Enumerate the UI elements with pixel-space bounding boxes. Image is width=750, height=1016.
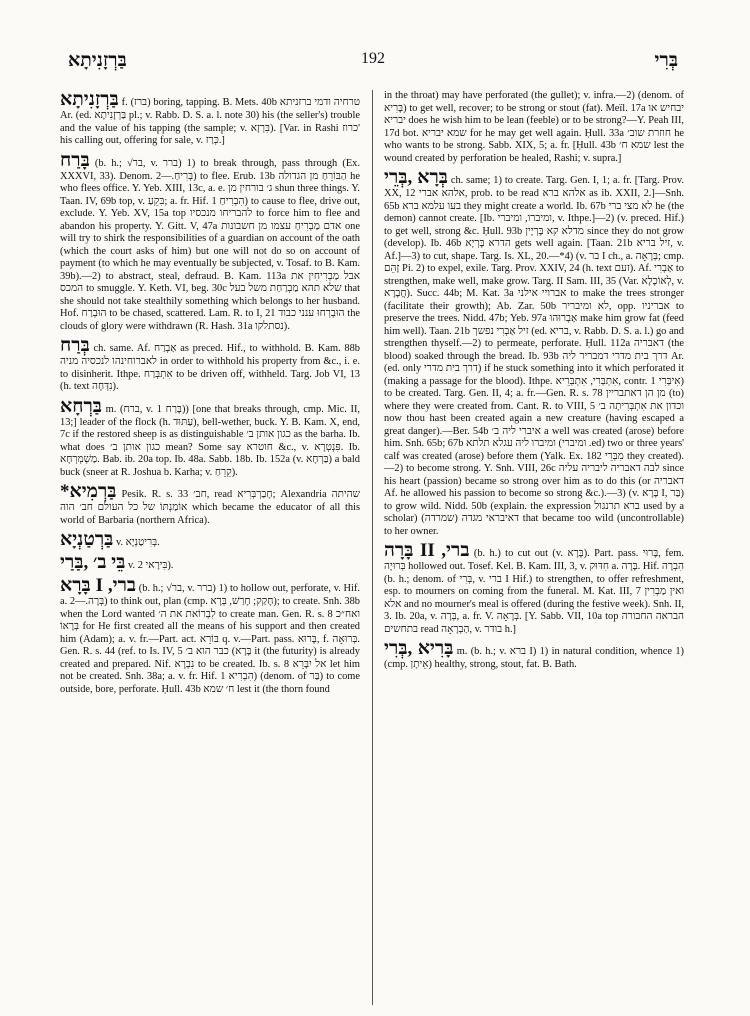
entry (384, 541, 684, 636)
entry-text: (b. h.; √בר, v. ברר) 1) to break through, pass through (Ex. XXXVI, 33). Denom. בְּרִיחַ.—2) to flee. Erub. 13b הַבּוֹרֵחַ מן הגדולה he who flees office. Y. Yeb. XIII, 13c, a. e. ג׳ בורחין מן shun three things. Y. Taan. IV, 69b top, v. בִּקֵעַ; a. fr. Hif. הִבְרִיחַ 1) to cause to flee, drive out, exclude. Y. Yeb. XV, 15a top להבריחו מנכסיו to force him to flee and abandon his property. Y. Gitt. V, 47a אדם מַבְרִיחַ עצמו מן חשבונות one will try to shirk the responsibilities of a guardian on account of the oath (which the court asks of him) but one will not do so on account of payment (to which he may eventually be subjected, v. Tosaf. to B. Kam. 39b).—2) to abstract, steal, defraud. B. Kam. 113a אבל מַבְרִיחִין את המכס to smuggle. Y. Keth. VI, beg. 30c שלא תהא מַבְרַחַת משל בעל that she should not take stealthily something which belongs to her husband. Hof. הוּבְרַח to be chased, scattered. Lam. R. to I, 21 הוּבְרְחוּ ענני כבוד the clouds of glory were withdrawn (R. Hash. 31a נסתלקו). (60, 157, 360, 332)
left-column (60, 90, 360, 699)
headword: בַּרְחָא (60, 395, 102, 417)
page-number: 192 (361, 50, 385, 67)
headword: בְּרָא ,בְּרֵי (384, 167, 448, 188)
headword: בָּרַח (60, 149, 90, 171)
entry (384, 639, 684, 672)
headword: בָּרָה II ,ברי (384, 540, 470, 561)
entry (60, 397, 360, 480)
headword: בַּרְזָנִיתָא (60, 89, 119, 110)
headword: בָּרִיא ,בְּרִי (384, 638, 454, 659)
continued-text: in the throat) may have perforated (the gullet); v. infra.—2) (denom. of בָּרִיא) to get well, recover; to be strong or stout (fat). Meïl. 17a יבחיש או יבריא does he wish him to be lean (feeble) or to be strong?—Y. Peah III, 17d bot. שמא יבריא for he may get well again. Ḥull. 33a חוזרת שוב׳ he who wants to be strong. Sabb. XIX, 5; a. fr. [Ḥull. 43b שמא ח׳ lest the wound created by perforation be healed, Rashi; v. supra.] (384, 90, 685, 164)
entry (60, 482, 360, 527)
entry-text: v. בְּרִיטַנְיָא. (115, 537, 160, 548)
headword: בַּרְטַנְיָא (60, 529, 114, 550)
column-divider (372, 90, 373, 1005)
header-left-title: בַּרְזָנִיתָא (68, 50, 127, 71)
entry-text: ch. same; 1) to create. Targ. Gen. I, 1; a. fr. [Targ. Prov. XX, 12 אלהא אברי, prob. to be read אלהא ברא as ib. XXII, 2.]—Snh. 65b בעו עלמא ברא they might create a world. Ib. 67b לא מצי ברי he (the demon) cannot create. [Ib. ומיברו, ומיברי, v. Ithpe.]—2) (v. preced. Hif.) to get well, strong &c. Ḥull. 93b מדלא קא בָּרְיָין since they do not grow (develop). Ib. 46b הדרא בָּרְיָא gets well again. [Taan. 21b זיל בריא, v. Af.]—3) to cut, shape. Targ. Is. XL, 20.—*4) (v. בר I ch., a. בְּרָאָה; cmp. זָהֵם Pi. 2) to expel, exile. Targ. Prov. XXIV, 24 (h. text זעם). Af. אַבְרִי to strengthen, make well, make grow. Targ. II Sam. III, 35 (Var. לְאוֹכָלָא, v. חֲבָרָא). Succ. 44b; M. Kat. 3a אברויי אילני to make the trees stronger (facilitate their growth); Ab. Zar. 50b לא ומיבריר, opp. אבריניו to preserve the trees. Nidd. 47b; Yeb. 97a אַבְרוּהוּ make him grow fat (feed him well). Taan. 21b זיל אַבְרִי נפשך (ed. בריא, v. Rabb. D. S. a. l.) go and strengthen thyself.—2) to permeate, perforate. Ḥull. 112a דאבריה (the blood) soaked through the bread. Ib. 93b דרך בית מדרי דמבריר ליה Ar. (ed. only דרך בית מדרי) if he stuck something into it which perforated it (making a passage for the blood). Ithpe. אִתְבְּרִי, אִתְבְּרֵיא, contr. אִיבְּרִי 1) to be created. Targ. Gen. II, 4; a. fr.—Gen. R. s. 78 מן הן דאתבריין (to) where they were created from. Cant. R. to VIII, 5 וכדון את אִתְבְּרִיתָה ב׳ now thou hast been created again a new creature (having escaped a great danger).—Ber. 54b איברי ליה ב׳ a well was created (arose) before him. Snh. 65b; 67b ומיברו ליה עגלא תלתא (ומיברי .ed) two or three years' calf was created (arose) before them (Yalk. Ex. 182 מִבְּרֵי they created).—2) to become strong. Y. Snh. VIII, 26c לבה דאבריה ליבריה עליה since his heart (passion) became so strong over him as to do this (or דאבריה Af. he allowed his passion to become so strong &c.).—3) (v. בָּרָא I, בַּר) to grow wild. Nidd. 50b (explain. the expression ברא תרנגול used by a scholar) דאיבראי מגדה (שמרדה) that became too wild (uncontrollable) to her owner. (384, 175, 685, 537)
entry (384, 168, 684, 538)
entry (60, 576, 360, 696)
entry-text: Pesik. R. s. 33 חב׳, read חָבַרְבְּרִיא; Alexandria שהיתה אוֹמַנְתּוֹ של כל העולם חב׳ הוה which became the educator of all this world of Barbaria (northern Africa). (60, 489, 360, 526)
running-header (68, 48, 678, 72)
entry (60, 90, 360, 148)
headword: בֵּי ב׳ ,בַּרַי (60, 552, 126, 573)
entry (60, 336, 360, 394)
entry (60, 530, 360, 550)
entry-text: m. (b. h.; v. ברא I) 1) in natural condition, whence 1) (cmp. אֵיתָן) healthy, strong, stout, fat. B. Bath. (384, 646, 684, 670)
headword: *בַּרְמִיא (60, 481, 117, 502)
entry-text: (b. h.; √בר, v. ברר) 1) to hollow out, perforate, v. Hif. a. בְּרָה.—2) to think out, plan (cmp. חָקַק; חָרַשׁ, בְּרָא); to create. Snh. 38b when the Lord wanted לִבְרוֹאת את ה׳ to create man. Gen. R. s. 8 ואח״כ בְּרָאוֹ for He first created all the means of his support and then created him (Adam); a. v. fr.—Part. act. בּוֹרֵא q. v.—Part. pass. בָּרוּא, f. בְּרוּאָה. Gen. R. s. 44 (ref. to Is. IV, 5 כבר הוא ב׳ (בָּרָא it (the futurity) is already created and prepared. Nif. נִבְרָא to be created. Ib. s. 8 אל יִבָּרֵא let him not be created. Snh. 38a; a. v. fr. Hif. הִבְרִיא 1) (denom. of בַּר) to come outside, bore, perforate. Ḥull. 43b ח׳ שמא lest it (the thorn found (60, 583, 360, 695)
right-column (384, 90, 684, 675)
header-right-title: בְּרִי (654, 50, 678, 71)
entry-text: v. בִּירָאי 2). (128, 560, 174, 571)
entry-text: m. (ברח, v. בָּרַח 1)) [one that breaks through, cmp. Mic. II, 13;] leader of the flock (h. עַתּוּד), bell-wether, buck. Y. B. Kam. X, end, 7c if the restored sheep is as distinguishable כגון אותן ב׳ as the barha. Ib. what does כגון אותן ב׳ mean? Some say חוטרא &c., v. פִּנְטְרָא. Ib. מַשְׁמְרְחָא. Bab. ib. 20a top. Ib. 48a. Sabb. 18b. Ib. 152a (v. בַּרְחָא) a bald buck (sneer at R. Joshua b. Karha; v. קֵרֵחַ). (60, 403, 361, 478)
entry (60, 151, 360, 334)
entry-text: f. (ברז) boring, tapping. B. Mets. 40b טרחיה ודמי ברזניתא Ar. (ed. בַּרְזָנִיתָא pl.; v. Rabb. D. S. a. l. note 30) his (the seller's) trouble and the value of his tapping (the sample; v. בִּרְזָא). [Var. in Rashi כרוז' his calling out, offering for sale, v. כְּרַז.] (60, 97, 360, 146)
entry-text: ch. same. Af. אַבְרַח as preced. Hif., to withhold. B. Kam. 88b לאברוחינהו לנכסיה מניה in order to withhold his property from &c., i. e. to disinherit. Ithpe. אִתְבְּרַח to be driven off, withheld. Targ. Job VI, 13 (h. text נִדְּחָה). (60, 343, 360, 392)
headword: בְּרַח (60, 335, 90, 356)
entry (60, 553, 360, 573)
headword: בָּרָא I ,ברי (60, 575, 137, 596)
entry-text: (b. h.) to cut out (v. בָּרָא). Part. pass. בָּרוּי, fem. בְּרוּיָה hollowed out. Tosef. Kel. B. Kam. III, 3, v. חִדּוּק a. בָּרָה. Hif. הִבְרָה (b. h.; denom. of בְּרִי, v. ברי I Hif.) to strengthen, to offer refreshment, esp. to mourners on coming from the funeral. M. Kat. III, 7 ואין מַבְרִין אלא and no mourner's meal is offered (during the festive week). Snh. II, 3. Ib. 20a, v. בְּרָה, a. fr. V. בְּרָאָה. [Y. Sabb. VII, 10a top הבראה החבורה בתחשים read הַבְרָאָה, v. בודר h.] (384, 548, 684, 635)
